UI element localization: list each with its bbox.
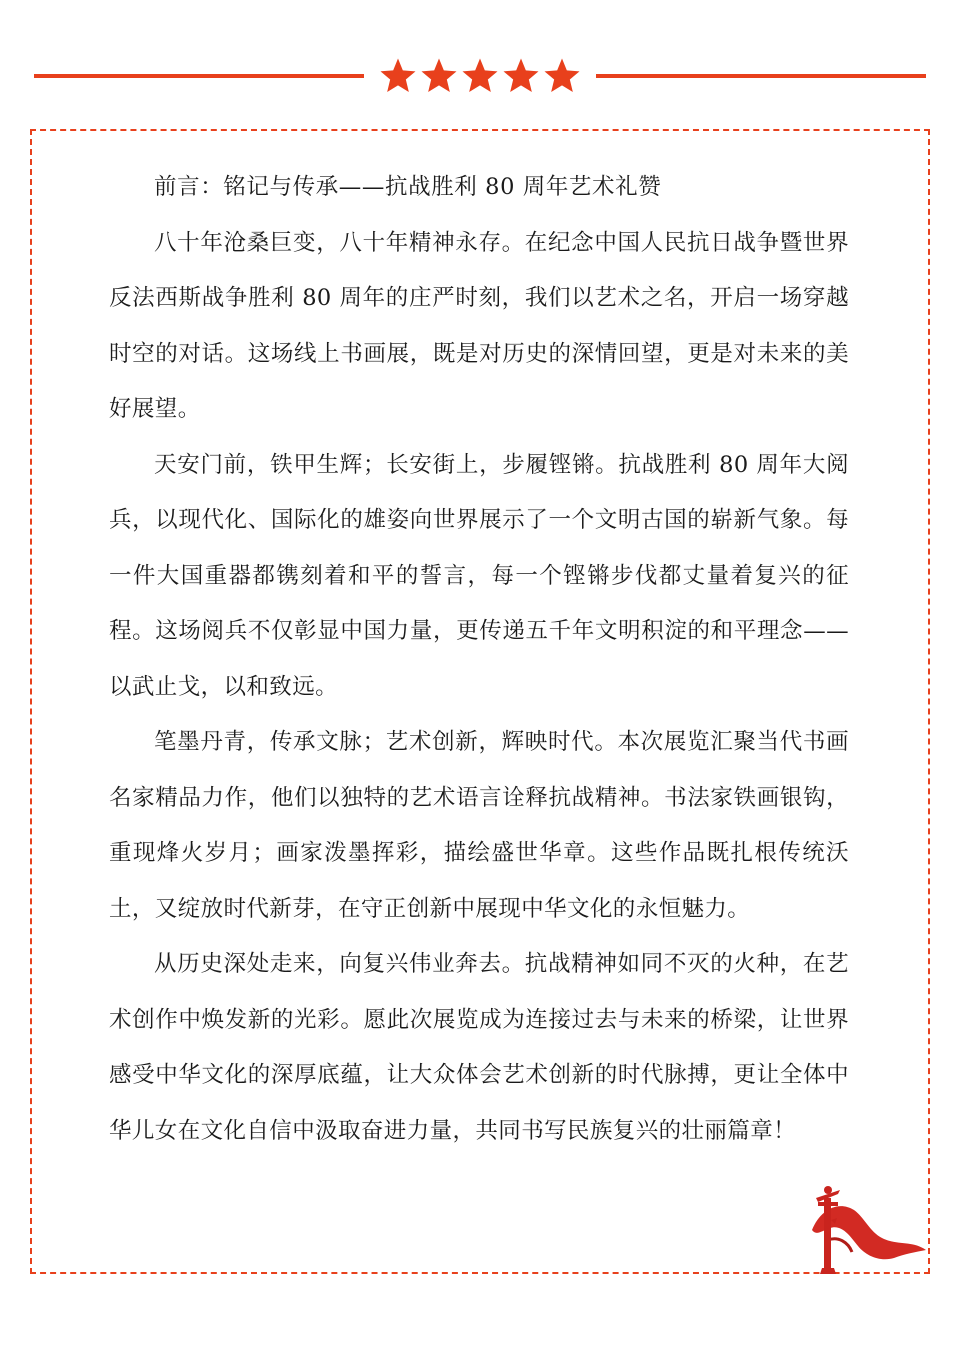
document-body xyxy=(109,160,849,1159)
paragraph: 天安门前，铁甲生辉；长安街上，步履铿锵。抗战胜利 80 周年大阅兵，以现代化、国际化的雄姿向世界展示了一个文明古国的崭新气象。每一件大国重器都镌刻着和平的誓言，每一个铿锵步伐都丈量着复兴的征程。这场阅兵不仅彰显中国力量，更传递五千年文明积淀的和平理念——以武止戈，以和致远。 xyxy=(109,451,849,700)
star-icon xyxy=(460,56,500,96)
header-divider-right xyxy=(596,74,926,78)
star-icon xyxy=(419,56,459,96)
header-stars xyxy=(378,56,582,98)
paragraph: 八十年沧桑巨变，八十年精神永存。在纪念中国人民抗日战争暨世界反法西斯战争胜利 80 周年的庄严时刻，我们以艺术之名，开启一场穿越时空的对话。这场线上书画展，既是对历史的深情回望，更是对未来的美好展望。 xyxy=(109,229,849,422)
star-icon xyxy=(378,56,418,96)
paragraph: 笔墨丹青，传承文脉；艺术创新，辉映时代。本次展览汇聚当代书画名家精品力作，他们以独特的艺术语言诠释抗战精神。书法家铁画银钩，重现烽火岁月；画家泼墨挥彩，描绘盛世华章。这些作品既扎根传统沃土，又绽放时代新芽，在守正创新中展现中华文化的永恒魅力。 xyxy=(109,729,849,922)
star-icon xyxy=(542,56,582,96)
paragraph: 从历史深处走来，向复兴伟业奔去。抗战精神如同不灭的火种，在艺术创作中焕发新的光彩。愿此次展览成为连接过去与未来的桥梁，让世界感受中华文化的深厚底蕴，让大众体会艺术创新的时代脉搏，更让全体中华儿女在文化自信中汲取奋进力量，共同书写民族复兴的壮丽篇章！ xyxy=(109,951,849,1144)
huabiao-ribbon-icon xyxy=(808,1180,930,1274)
document-title: 前言：铭记与传承——抗战胜利 80 周年艺术礼赞 xyxy=(154,174,662,200)
star-icon xyxy=(501,56,541,96)
header-divider-left xyxy=(34,74,364,78)
